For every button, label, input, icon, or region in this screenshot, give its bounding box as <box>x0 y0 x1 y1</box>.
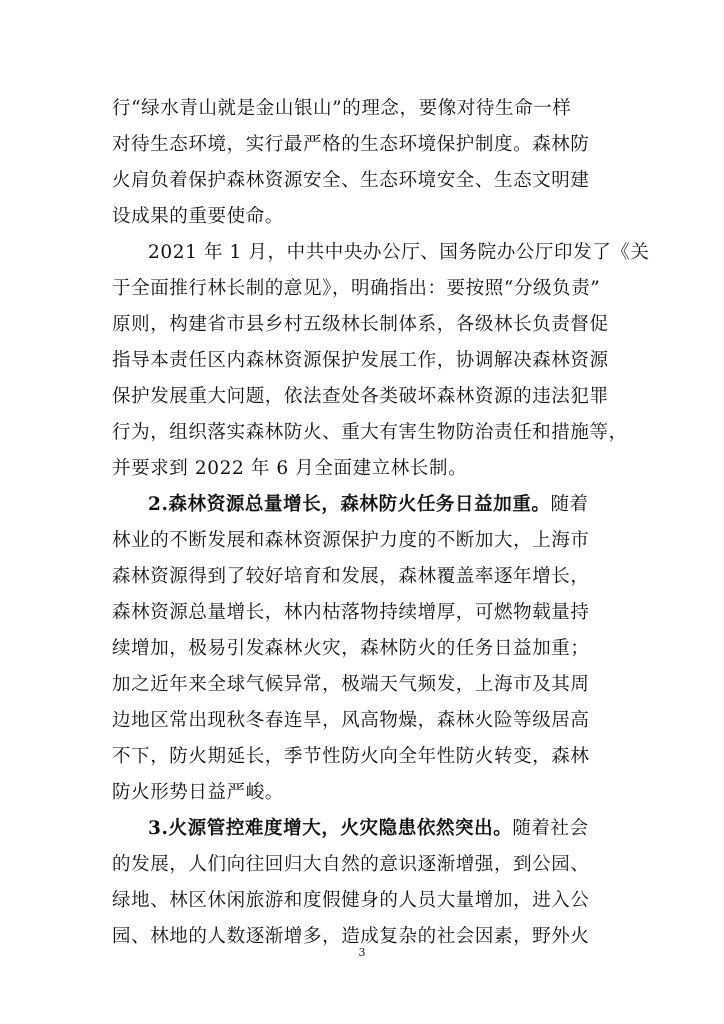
section-heading-3 <box>148 816 648 842</box>
text-line: 不下，防火期延长，季节性防火向全年性防火转变，森林 <box>112 746 590 767</box>
text-line: 园、林地的人数逐渐增多，造成复杂的社会因素，野外火 <box>112 926 590 947</box>
text-line: 行“绿水青山就是金山银山”的理念，要像对待生命一样 <box>112 98 572 119</box>
text-line: 防火形势日益严峻。 <box>112 782 284 803</box>
section-heading-3-title: 3.火源管控难度增大，火灾隐患依然突出。 <box>148 818 513 839</box>
text-line: 绿地、林区休闲旅游和度假健身的人员大量增加，进入公 <box>112 890 590 911</box>
section-heading-2 <box>148 492 648 518</box>
text-line: 火肩负着保护森林资源安全、生态环境安全、生态文明建 <box>112 170 590 191</box>
text-line: 并要求到 2022 年 6 月全面建立林长制。 <box>112 458 468 479</box>
text-line: 设成果的重要使命。 <box>112 206 284 227</box>
text-line: 林业的不断发展和森林资源保护力度的不断加大，上海市 <box>112 530 590 551</box>
text-line: 原则，构建省市县乡村五级林长制体系，各级林长负责督促 <box>112 314 609 335</box>
section-heading-2-title: 2.森林资源总量增长，森林防火任务日益加重。 <box>148 494 551 515</box>
text-line: 于全面推行林长制的意见》，明确指出：要按照“分级负责” <box>112 278 601 299</box>
text-line: 边地区常出现秋冬春连旱，风高物燥，森林火险等级居高 <box>112 710 590 731</box>
text-line: 指导本责任区内森林资源保护发展工作，协调解决森林资源 <box>112 350 609 371</box>
section-heading-2-continuation: 随着 <box>550 494 589 515</box>
text-line: 保护发展重大问题，依法查处各类破坏森林资源的违法犯罪 <box>112 386 609 407</box>
text-line: 森林资源得到了较好培育和发展，森林覆盖率逐年增长， <box>112 566 590 587</box>
text-line: 的发展，人们向往回归大自然的意识逐渐增强，到公园、 <box>112 854 590 875</box>
text-line: 对待生态环境，实行最严格的生态环境保护制度。森林防 <box>112 134 590 155</box>
text-line: 2021 年 1 月，中共中央办公厅、国务院办公厅印发了《关 <box>148 242 650 263</box>
text-line: 森林资源总量增长，林内枯落物持续增厚，可燃物载量持 <box>112 602 590 623</box>
text-line: 续增加，极易引发森林火灾，森林防火的任务日益加重； <box>112 638 590 659</box>
text-line: 加之近年来全球气候异常，极端天气频发，上海市及其周 <box>112 674 590 695</box>
text-line: 行为，组织落实森林防火、重大有害生物防治责任和措施等， <box>112 422 628 443</box>
page-number: 3 <box>358 946 366 959</box>
section-heading-3-continuation: 随着社会 <box>512 818 589 839</box>
